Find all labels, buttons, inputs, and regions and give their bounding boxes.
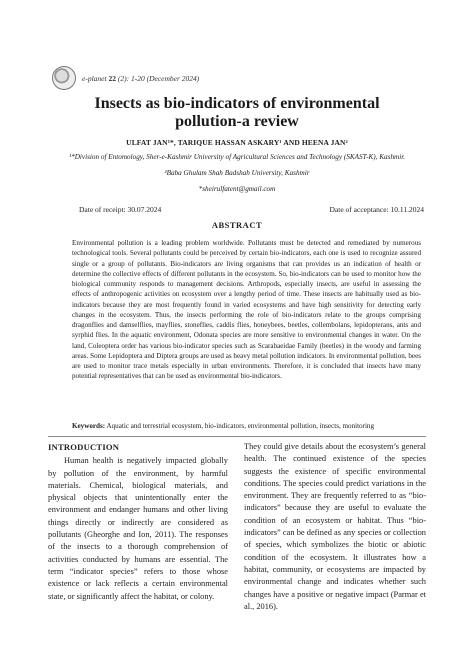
keywords xyxy=(72,421,432,431)
keywords-text: Aquatic and terrestrial ecosystem, bio-indicators, environmental pollution, insects, monitoring xyxy=(106,422,375,430)
journal-name: e-planet xyxy=(82,73,107,83)
section-divider xyxy=(48,436,426,437)
abstract-body: Environmental pollution is a leading problem worldwide. Pollutants must be detected and remediated by numerous technological tools. Several pollutants could be perceived by certain bio-indicators, each one is used to recognize assured single or a group of pollutants. Bio-indicators are living organisms that can provides us an indication of health or determine the collective effects of different pollutants in the ecosystem. So, bio-indicators can be used to monitor how the biological community responds to management decisions. Arthropods, especially insects, are useful in assessing the effects of anthropogenic activities on ecosystem over a lengthy period of time. These insects are habitually used as bio-indicators because they are most frequently found in varied ecosystems and have high sensitivity for detecting early changes in the ecosystem. Thus, the insects performing the role of bio-indicators relate to the groups comprising dragonflies and damselflies, mayflies, stoneflies, caddis flies, honeybees, beetles, collembolans, lepidopterans, ants and syrphid flies. In the aquatic environment, Odonata species are more sensitive to environmental changes in water. On the land, Coleoptera order has various bio-indicator species such as Scarabaeidae Family (beetles) in the woody and farming areas. Some Lepidoptera and Diptera groups are used as heavy metal pollution indicators. In environmental pollution, bees are used to monitor trace metals especially in urban environments. Therefore, it is concluded that insects have many potential representatives that can be used as environmental bio-indicators. xyxy=(72,239,421,381)
journal-volume: 22 xyxy=(108,73,116,83)
globe-logo-icon xyxy=(52,66,76,90)
title-line-1: Insects as bio-indicators of environmental xyxy=(94,95,380,112)
keywords-label: Keywords: xyxy=(72,422,106,430)
affiliation-1: ¹*Division of Entomology, Sher-e-Kashmir University of Agricultural Sciences and Technology (SKAST-K), Kashmir. xyxy=(68,153,406,161)
date-of-receipt: Date of receipt: 30.07.2024 xyxy=(79,205,162,214)
author-list: ULFAT JAN¹*, TARIQUE HASSAN ASKARY¹ AND HEENA JAN² xyxy=(126,138,348,147)
introduction-heading: INTRODUCTION xyxy=(48,442,120,452)
intro-right-column xyxy=(244,441,426,613)
corresponding-email: *sheirulfatent@gmail.com xyxy=(198,185,276,193)
abstract-heading: ABSTRACT xyxy=(211,220,263,230)
date-of-acceptance: Date of acceptance: 10.11.2024 xyxy=(329,205,424,214)
paper-title xyxy=(0,95,474,131)
title-line-2: pollution-a review xyxy=(175,113,299,130)
intro-left-column xyxy=(48,441,228,603)
journal-citation xyxy=(82,74,199,83)
intro-paragraph-2: They could give details about the ecosystem’s general health. The continued existence of the species suggests the existence of specific environmental conditions. The species could predict variations in the environment. They are frequently referred to as “bio-indicators” because they are useful to evaluate the condition of an ecosystem or habitat. Thus “bio-indicators” can be defined as any species or collection of species, which symbolizes the biotic or abiotic condition of the ecosystem. It illustrates how a habitat, community, or ecosystems are impacted by environmental change and indicates whether such changes have a positive or negative impact (Parmar et al., 2016). xyxy=(244,442,426,611)
intro-paragraph-1: Human health is negatively impacted globally by pollution of the environment, by harmful materials. Chemical, biological materials, and physical objects that unintentionally enter the environment and endanger humans and other living things directly or indirectly are considered as pollutants (Gheorghe and Ion, 2011). The responses of the insects to a thorough comprehension of activities conducted by humans are essential. The term “indicator species” refers to those whose existence or lack reflects a certain environmental state, or significantly affect the habitat, or colony. xyxy=(48,456,228,601)
affiliation-2: ²Baba Ghulam Shah Badshah University, Kashmir xyxy=(164,169,310,177)
journal-issue-pages: (2): 1-20 (December 2024) xyxy=(117,73,200,83)
journal-header xyxy=(52,66,199,90)
